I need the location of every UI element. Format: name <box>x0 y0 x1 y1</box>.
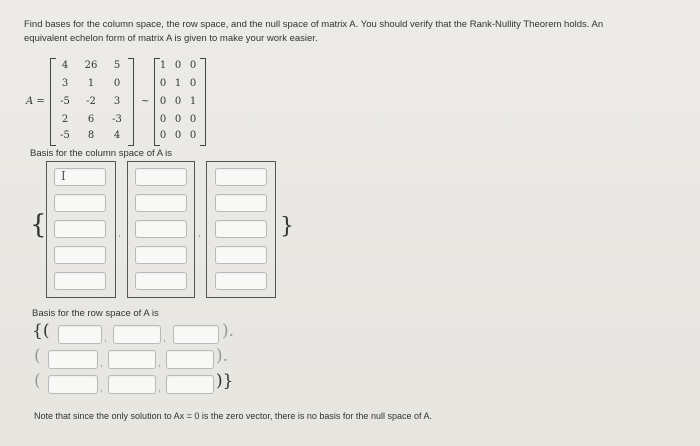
matrix-A-right-bracket <box>128 58 134 146</box>
row2-open: ( <box>34 346 41 366</box>
row1-sep-2: , <box>163 333 166 344</box>
col3-entry-4[interactable] <box>215 246 267 264</box>
column-space-label: Basis for the column space of A is <box>30 148 173 159</box>
a-0-1: 26 <box>84 60 98 71</box>
col2-entry-3[interactable] <box>135 220 187 238</box>
a-3-1: 6 <box>87 114 95 125</box>
row1-sep-1: , <box>104 333 107 344</box>
e-0-2: 0 <box>189 60 197 71</box>
e-2-0: 0 <box>159 96 167 107</box>
row3-sep-1: , <box>100 383 103 394</box>
e-1-0: 0 <box>159 78 167 89</box>
row1-entry-1[interactable] <box>58 325 102 344</box>
e-3-2: 0 <box>189 114 197 125</box>
question-text <box>24 18 674 46</box>
e-0-0: 1 <box>159 60 167 71</box>
col1-entry-4[interactable] <box>54 246 106 264</box>
e-0-1: 0 <box>174 60 182 71</box>
row3-sep-2: , <box>158 383 161 394</box>
col3-entry-5[interactable] <box>215 272 267 290</box>
matrix-A <box>50 58 134 148</box>
a-1-2: 0 <box>113 78 121 89</box>
col1-entry-3[interactable] <box>54 220 106 238</box>
a-1-0: 3 <box>61 78 69 89</box>
a-3-2: -3 <box>112 114 122 125</box>
col3-entry-3[interactable] <box>215 220 267 238</box>
column-vector-1 <box>47 161 115 298</box>
a-2-0: -5 <box>60 96 70 107</box>
a-3-0: 2 <box>61 114 69 125</box>
matrix-echelon <box>154 58 206 148</box>
col3-entry-2[interactable] <box>215 194 267 212</box>
e-1-2: 0 <box>189 78 197 89</box>
question-line-1: Find bases for the column space, the row space, and the null space of matrix A. You should verify that the Rank-Nullity Theorem holds. An <box>24 19 604 30</box>
row1-close: ). <box>222 321 235 341</box>
col1-entry-5[interactable] <box>54 272 106 290</box>
col3-entry-1[interactable] <box>215 168 267 186</box>
e-1-1: 1 <box>174 78 182 89</box>
e-2-1: 0 <box>174 96 182 107</box>
row2-sep-1: , <box>100 358 103 369</box>
column-space-close-brace: } <box>280 214 294 239</box>
column-separator-2: , <box>198 228 201 239</box>
column-vector-3 <box>207 161 275 298</box>
a-4-2: 4 <box>113 130 121 141</box>
e-4-0: 0 <box>159 130 167 141</box>
row3-entry-1[interactable] <box>48 375 98 394</box>
row-space-close: )} <box>216 371 234 391</box>
a-0-0: 4 <box>61 60 69 71</box>
question-line-2: equivalent echelon form of matrix A is given to make your work easier. <box>24 33 318 44</box>
null-space-note: Note that since the only solution to Ax = 0 is the zero vector, there is no basis for the null space of A. <box>34 411 432 421</box>
col2-entry-4[interactable] <box>135 246 187 264</box>
a-1-1: 1 <box>87 78 95 89</box>
row2-entry-3[interactable] <box>166 350 214 369</box>
column-space-open-brace: { <box>30 210 47 240</box>
row3-entry-2[interactable] <box>108 375 156 394</box>
column-vector-2 <box>128 161 194 298</box>
row3-open: ( <box>34 371 41 391</box>
e-3-0: 0 <box>159 114 167 125</box>
a-2-1: -2 <box>86 96 96 107</box>
a-4-1: 8 <box>87 130 95 141</box>
col2-entry-1[interactable] <box>135 168 187 186</box>
col1-entry-2[interactable] <box>54 194 106 212</box>
row-space-open: {( <box>32 321 50 341</box>
a-4-0: -5 <box>60 130 70 141</box>
a-0-2: 5 <box>113 60 121 71</box>
e-2-2: 1 <box>189 96 197 107</box>
row-space-label: Basis for the row space of A is <box>32 308 159 319</box>
col2-entry-5[interactable] <box>135 272 187 290</box>
row3-entry-3[interactable] <box>166 375 214 394</box>
row1-entry-2[interactable] <box>113 325 161 344</box>
row2-close: ). <box>216 346 229 366</box>
row1-entry-3[interactable] <box>173 325 219 344</box>
row2-entry-1[interactable] <box>48 350 98 369</box>
a-2-2: 3 <box>113 96 121 107</box>
row2-entry-2[interactable] <box>108 350 156 369</box>
text-cursor: I <box>61 169 66 183</box>
matrix-A-label: A = <box>26 96 45 107</box>
col2-entry-2[interactable] <box>135 194 187 212</box>
column-separator-1: , <box>118 228 121 239</box>
equivalence-symbol: ~ <box>141 96 150 107</box>
e-3-1: 0 <box>174 114 182 125</box>
e-4-2: 0 <box>189 130 197 141</box>
row2-sep-2: , <box>158 358 161 369</box>
e-4-1: 0 <box>174 130 182 141</box>
